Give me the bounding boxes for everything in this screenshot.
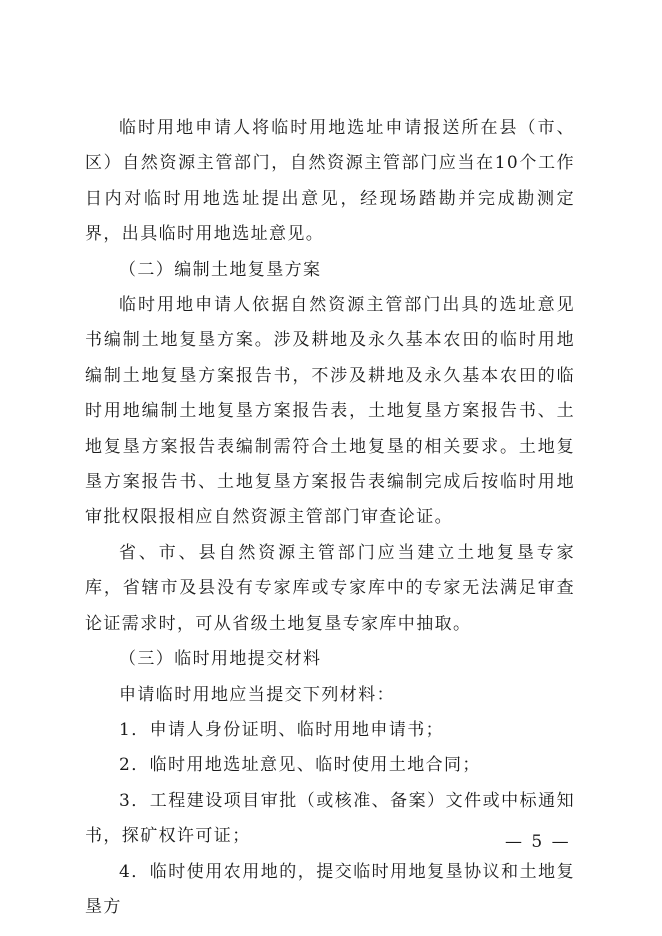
- section-heading-reclamation-plan: （二）编制土地复垦方案: [119, 259, 322, 280]
- list-item-1: 1．申请人身份证明、临时用地申请书；: [119, 719, 445, 740]
- section-heading-submission-materials: （三）临时用地提交材料: [119, 649, 322, 670]
- list-item-4: 4．临时使用农用地的，提交临时用地复垦协议和土地复垦方: [85, 861, 575, 917]
- paragraph-materials-intro: 申请临时用地应当提交下列材料：: [119, 684, 395, 705]
- paragraph-reclamation-plan: 临时用地申请人依据自然资源主管部门出具的选址意见书编制土地复垦方案。涉及耕地及永久基本农田的临时用地编制土地复垦方案报告书，不涉及耕地及永久基本农田的临时用地编制土地复垦方案报告表，土地复垦方案报告书、土地复垦方案报告表编制需符合土地复垦的相关要求。土地复垦方案报告书、土地复垦方案报告表编制完成后按临时用地审批权限报相应自然资源主管部门审查论证。: [85, 295, 575, 528]
- paragraph-expert-pool: 省、市、县自然资源主管部门应当建立土地复垦专家库，省辖市及县没有专家库或专家库中的专家无法满足审查论证需求时，可从省级土地复垦专家库中抽取。: [85, 542, 575, 634]
- list-item-2: 2．临时用地选址意见、临时使用土地合同；: [119, 755, 481, 776]
- body-text: [85, 111, 575, 925]
- page-number: — 5 —: [505, 832, 571, 852]
- paragraph-site-selection-opinion: 临时用地申请人将临时用地选址申请报送所在县（市、区）自然资源主管部门，自然资源主管部门应当在10个工作日内对临时用地选址提出意见，经现场踏勘并完成勘测定界，出具临时用地选址意见。: [85, 118, 575, 245]
- list-item-3: 3．工程建设项目审批（或核准、备案）文件或中标通知书，探矿权许可证；: [85, 790, 575, 847]
